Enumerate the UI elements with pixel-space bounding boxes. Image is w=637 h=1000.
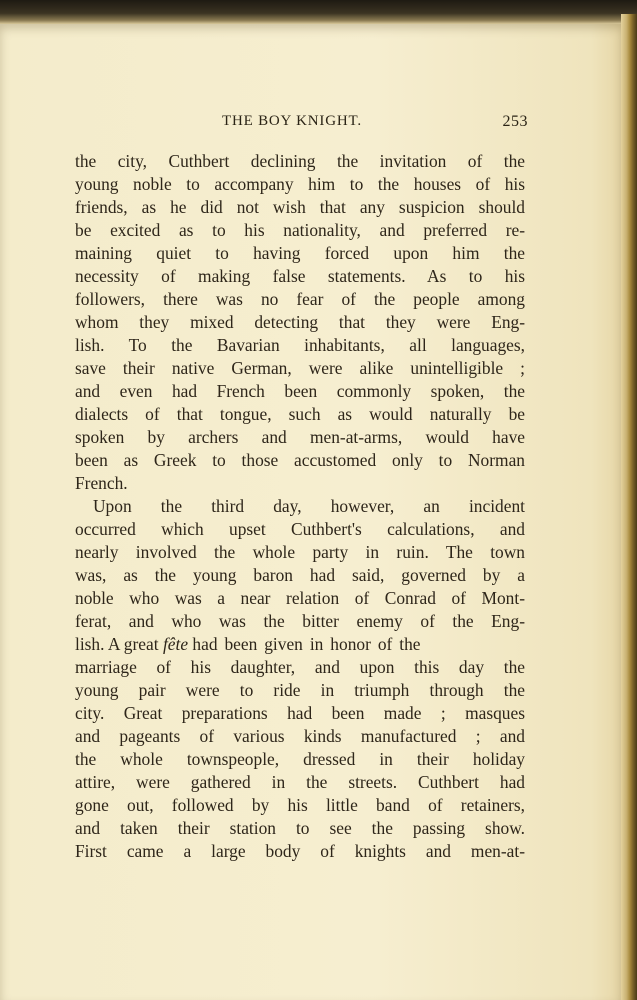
text-line: followers, there was no fear of the people among [75,289,525,309]
text-line: be excited as to his nationality, and preferred re- [75,220,525,240]
text-line: the city, Cuthbert declining the invitation of the [75,151,525,171]
text-line: was, as the young baron had said, governed by a [75,565,525,585]
text-line: and pageants of various kinds manufactured ; and [75,726,525,746]
text-line: Upon the third day, however, an incident [93,496,525,516]
text-line: marriage of his daughter, and upon this day the [75,657,525,677]
text-line: save their native German, were alike unintelligible ; [75,358,525,378]
text-line: young pair were to ride in triumph through the [75,680,525,700]
text-line: gone out, followed by his little band of retainers, [75,795,525,815]
text-line: whom they mixed detecting that they were Eng- [75,312,525,332]
text-line: maining quiet to having forced upon him the [75,243,525,263]
text-line: dialects of that tongue, such as would naturally be [75,404,525,424]
text-fragment: lish. A great [75,634,159,654]
page-top-edge [0,0,637,24]
text-line: attire, were gathered in the streets. Cuthbert had [75,772,525,792]
text-line: French. [75,473,128,493]
text-line: occurred which upset Cuthbert's calculations, and [75,519,525,539]
book-spine-edge [621,14,637,1000]
text-line: noble who was a near relation of Conrad of Mont- [75,588,525,608]
running-header [0,113,560,135]
italic-word-fete: fête [162,634,189,654]
text-fragment: had been given in honor of the [192,634,421,654]
text-line: lish. To the Bavarian inhabitants, all languages, [75,335,525,355]
page-number: 253 [502,113,528,130]
text-line: First came a large body of knights and men-at- [75,841,525,861]
text-line-with-italic [75,633,525,656]
text-line: young noble to accompany him to the houses of his [75,174,525,194]
text-line: been as Greek to those accustomed only to Norman [75,450,525,470]
text-line: ferat, and who was the bitter enemy of the Eng- [75,611,525,631]
text-line: city. Great preparations had been made ; masques [75,703,525,723]
text-line: friends, as he did not wish that any suspicion should [75,197,525,217]
text-line: nearly involved the whole party in ruin. The town [75,542,525,562]
text-line: spoken by archers and men-at-arms, would have [75,427,525,447]
running-title: THE BOY KNIGHT. [222,113,362,129]
body-text [75,150,525,863]
text-line: the whole townspeople, dressed in their holiday [75,749,525,769]
text-line: and taken their station to see the passing show. [75,818,525,838]
text-line: necessity of making false statements. As to his [75,266,525,286]
text-line: and even had French been commonly spoken, the [75,381,525,401]
